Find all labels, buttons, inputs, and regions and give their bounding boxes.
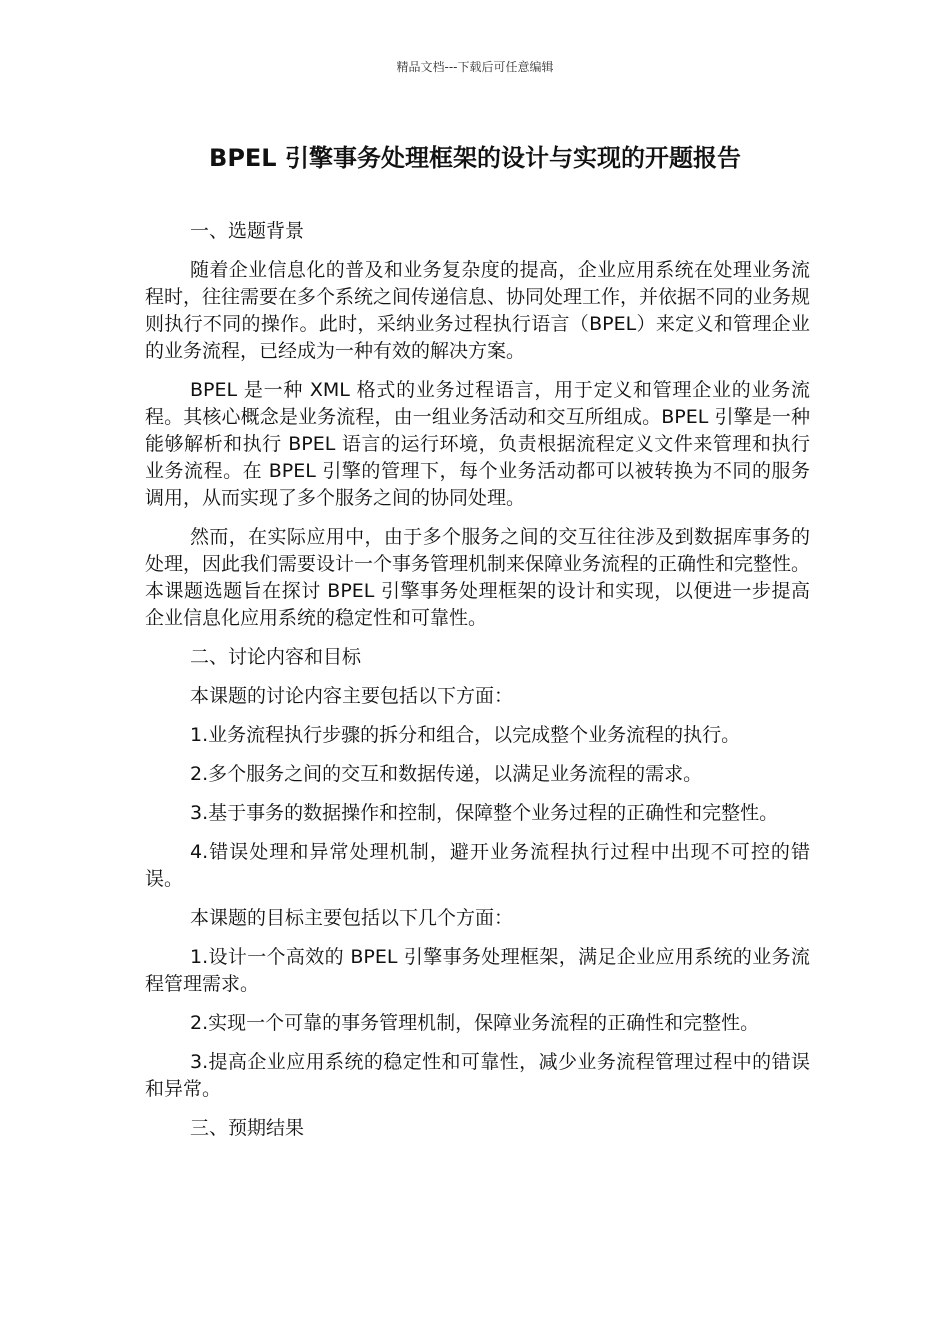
paragraph-goals-intro: 本课题的目标主要包括以下几个方面： (190, 907, 514, 929)
list-item-content-2: 2.多个服务之间的交互和数据传递，以满足业务流程的需求。 (190, 763, 703, 785)
list-item-content-1: 1.业务流程执行步骤的拆分和组合，以完成整个业务流程的执行。 (190, 724, 741, 746)
document-title: BPEL 引擎事务处理框架的设计与实现的开题报告 (209, 144, 741, 172)
section-heading-expected-results: 三、预期结果 (190, 1117, 305, 1139)
page-header-note: 精品文档---下载后可任意编辑 (396, 60, 554, 74)
paragraph-content-intro: 本课题的讨论内容主要包括以下方面： (190, 685, 514, 707)
list-item-goal-1: 1.设计一个高效的 BPEL 引擎事务处理框架，满足企业应用系统的业务流程管理需求。 (145, 946, 810, 995)
paragraph-background-2: BPEL 是一种 XML 格式的业务过程语言，用于定义和管理企业的业务流程。其核心概念是业务流程，由一组业务活动和交互所组成。BPEL 引擎是一种能够解析和执行 BPEL 语言的运行环境，负责根据流程定义文件来管理和执行业务流程。在 BPEL 引擎的管理下，每个业务活动都可以被转换为不同的服务调用，从而实现了多个服务之间的协同处理。 (145, 379, 810, 509)
section-heading-background: 一、选题背景 (190, 220, 305, 242)
list-item-goal-2: 2.实现一个可靠的事务管理机制，保障业务流程的正确性和完整性。 (190, 1012, 760, 1034)
list-item-content-3: 3.基于事务的数据操作和控制，保障整个业务过程的正确性和完整性。 (190, 802, 779, 824)
paragraph-background-3: 然而，在实际应用中，由于多个服务之间的交互往往涉及到数据库事务的处理，因此我们需要设计一个事务管理机制来保障业务流程的正确性和完整性。本课题选题旨在探讨 BPEL 引擎事务处理框架的设计和实现，以便进一步提高企业信息化应用系统的稳定性和可靠性。 (145, 526, 811, 629)
list-item-content-4: 4.错误处理和异常处理机制，避开业务流程执行过程中出现不可控的错误。 (145, 841, 810, 890)
paragraph-background-1: 随着企业信息化的普及和业务复杂度的提高，企业应用系统在处理业务流程时，往往需要在多个系统之间传递信息、协同处理工作，并依据不同的业务规则执行不同的操作。此时，采纳业务过程执行语言（BPEL）来定义和管理企业的业务流程，已经成为一种有效的解决方案。 (145, 259, 811, 362)
section-heading-content-goals: 二、讨论内容和目标 (190, 646, 362, 668)
document-body (145, 218, 810, 1154)
list-item-goal-3: 3.提高企业应用系统的稳定性和可靠性，减少业务流程管理过程中的错误和异常。 (145, 1051, 810, 1100)
